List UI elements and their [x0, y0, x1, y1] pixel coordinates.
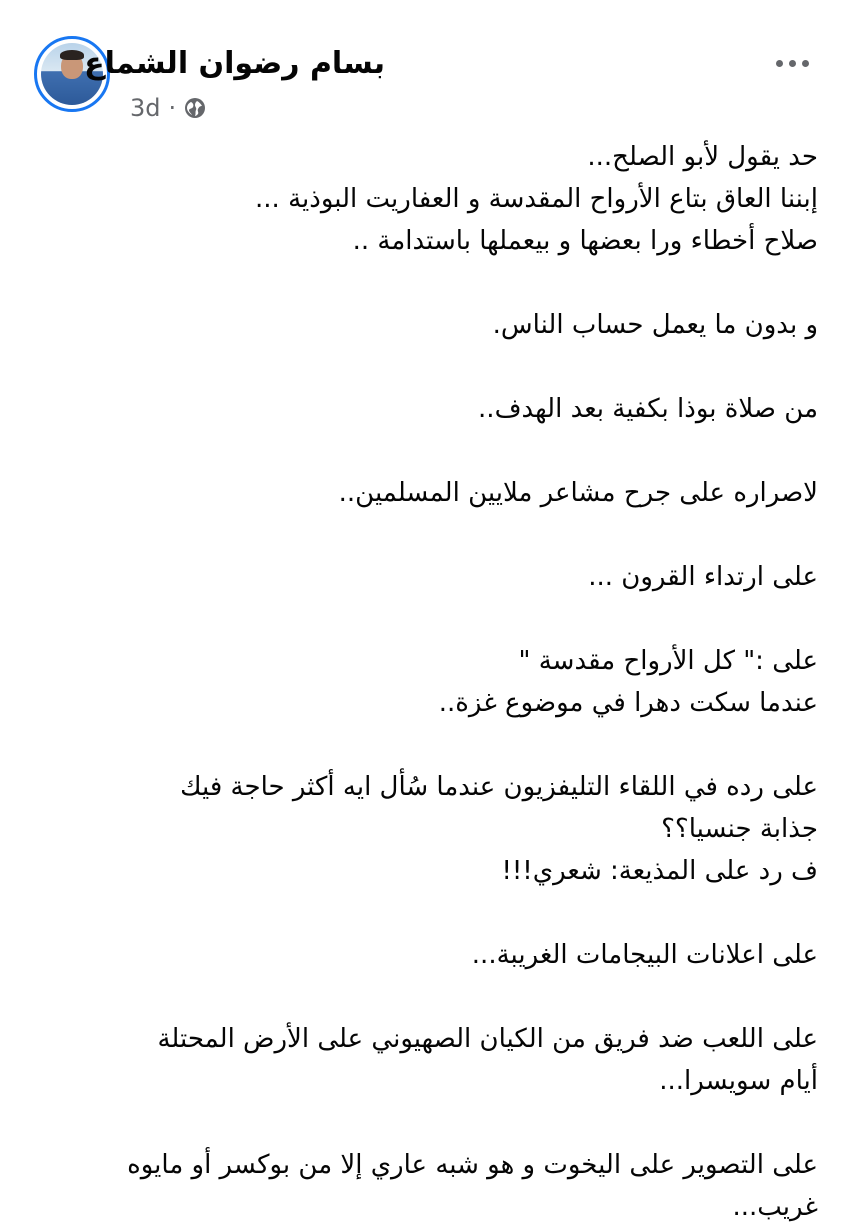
- post-text-line: إبننا العاق بتاع الأرواح المقدسة و العفاريت البوذية ...: [255, 184, 818, 214]
- blank-line: [24, 430, 818, 472]
- post-text-line: أيام سويسرا...: [659, 1066, 818, 1096]
- post-meta: [130, 94, 206, 122]
- post-text-line: جذابة جنسيا؟؟: [661, 814, 818, 844]
- post-timestamp[interactable]: 3d: [130, 94, 161, 122]
- post-text-line: على رده في اللقاء التليفزيون عندما سُأل ايه أكثر حاجة فيك: [180, 772, 818, 802]
- blank-line: [24, 724, 818, 766]
- post-text-line: من صلاة بوذا بكفية بعد الهدف..: [478, 394, 818, 424]
- avatar-hair: [60, 50, 84, 60]
- post-text-line: صلاح أخطاء ورا بعضها و بيعملها باستدامة ..: [352, 226, 818, 256]
- blank-line: [24, 892, 818, 934]
- blank-line: [24, 262, 818, 304]
- blank-line: [24, 598, 818, 640]
- more-options-icon: [789, 60, 796, 67]
- post-text-line: عندما سكت دهرا في موضوع غزة..: [438, 688, 818, 718]
- meta-separator: ·: [168, 94, 177, 122]
- post-text-line: على ارتداء القرون ...: [588, 562, 818, 592]
- globe-icon[interactable]: [184, 97, 206, 119]
- post-header: [0, 0, 841, 130]
- post-text-line: على التصوير على اليخوت و هو شبه عاري إلا من بوكسر أو مايوه: [127, 1150, 818, 1180]
- post-text-line: لاصراره على جرح مشاعر ملايين المسلمين..: [338, 478, 818, 508]
- post-text-line: على :" كل الأرواح مقدسة ": [518, 646, 818, 676]
- post-text-line: حد يقول لأبو الصلح...: [587, 142, 818, 172]
- more-options-button[interactable]: [770, 48, 814, 78]
- author-name[interactable]: بسام رضوان الشماع: [84, 46, 385, 81]
- post-text-line: ف رد على المذيعة: شعري!!!: [501, 856, 818, 886]
- post-text-line: على اعلانات البيجامات الغريبة...: [471, 940, 818, 970]
- blank-line: [24, 1102, 818, 1144]
- more-options-icon: [776, 60, 783, 67]
- post-text-line: على اللعب ضد فريق من الكيان الصهيوني على الأرض المحتلة: [157, 1024, 818, 1054]
- post-text-line: و بدون ما يعمل حساب الناس.: [492, 310, 818, 340]
- post-text: [24, 136, 818, 1228]
- post-text-line: غريب...: [732, 1192, 818, 1222]
- blank-line: [24, 514, 818, 556]
- blank-line: [24, 976, 818, 1018]
- more-options-icon: [802, 60, 809, 67]
- blank-line: [24, 346, 818, 388]
